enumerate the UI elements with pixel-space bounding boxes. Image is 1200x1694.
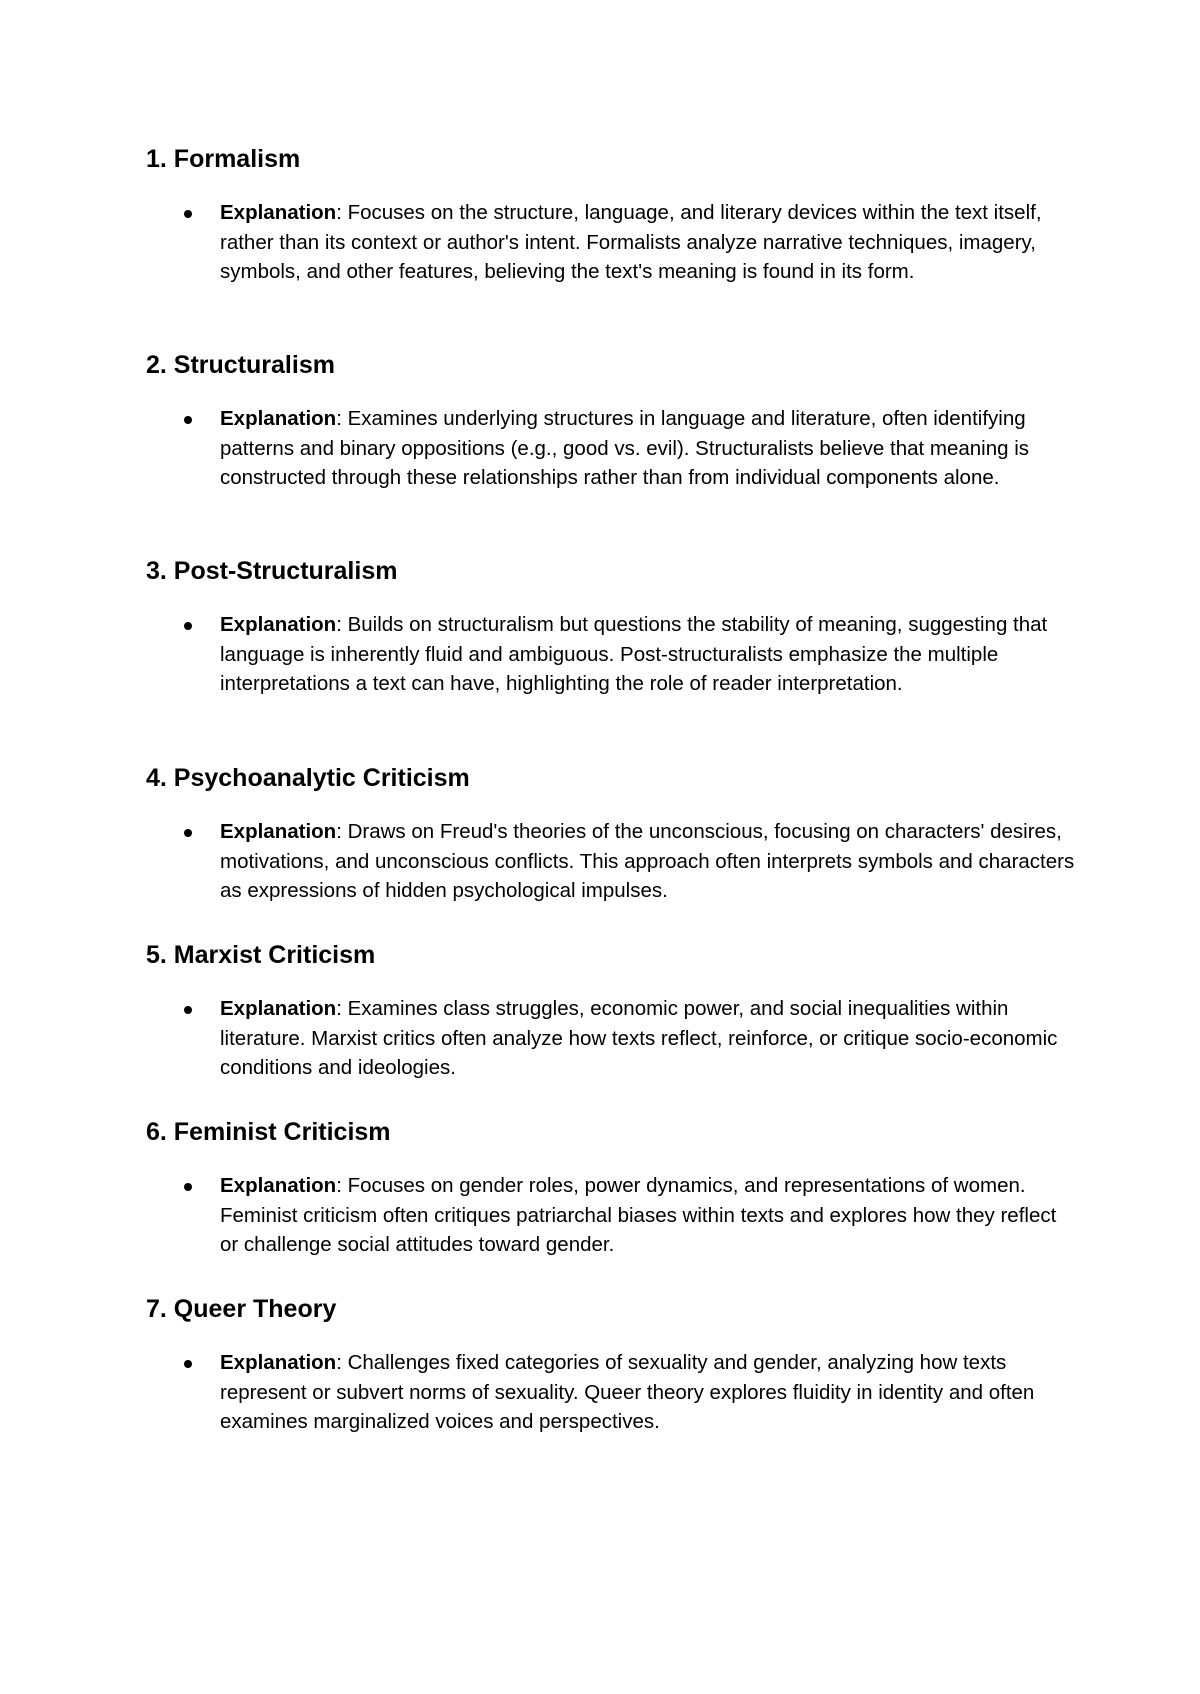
bullet-dot-icon [184,1006,192,1014]
section-queer-theory [146,1294,1076,1437]
bullet-item [146,198,1076,287]
explanation-label: Explanation [220,407,337,430]
explanation-text: : Examines underlying structures in language and literature, often identifying patterns and binary oppositions (e.g., good vs. evil). Structuralists believe that meaning is constructed through these relationships rather than from individual components alone. [220,407,1030,489]
bullet-item [146,404,1076,493]
section-heading: 3. Post-Structuralism [146,557,398,585]
section-psychoanalytic-criticism [146,763,1076,906]
section-heading: 7. Queer Theory [146,1295,337,1323]
section-heading: 4. Psychoanalytic Criticism [146,764,470,792]
bullet-item [146,994,1076,1083]
bullet-item [146,817,1076,906]
bullet-item [146,1171,1076,1260]
explanation-text: : Builds on structuralism but questions the stability of meaning, suggesting that language is inherently fluid and ambiguous. Post-structuralists emphasize the multiple interpretations a text can have, highlighting the role of reader interpretation. [220,613,1048,695]
section-heading: 1. Formalism [146,145,301,173]
explanation-text: : Focuses on gender roles, power dynamics, and representations of women. Feminist criticism often critiques patriarchal biases within texts and explores how they reflect or challenge social attitudes toward gender. [220,1174,1057,1256]
section-marxist-criticism [146,940,1076,1083]
bullet-item [146,1348,1076,1437]
section-feminist-criticism [146,1117,1076,1260]
explanation-text: : Draws on Freud's theories of the unconscious, focusing on characters' desires, motivations, and unconscious conflicts. This approach often interprets symbols and characters as expressions of hidden psychological impulses. [220,820,1075,902]
explanation-label: Explanation [220,1174,337,1197]
bullet-dot-icon [184,210,192,218]
section-post-structuralism [146,556,1076,699]
explanation-label: Explanation [220,201,337,224]
bullet-dot-icon [184,1183,192,1191]
explanation-label: Explanation [220,1351,337,1374]
bullet-dot-icon [184,1360,192,1368]
section-heading: 6. Feminist Criticism [146,1118,391,1146]
bullet-item [146,610,1076,699]
explanation-label: Explanation [220,820,337,843]
bullet-dot-icon [184,416,192,424]
explanation-text: : Examines class struggles, economic power, and social inequalities within literature. Marxist critics often analyze how texts reflect, reinforce, or critique socio-economic conditions and ideologies. [220,997,1058,1079]
bullet-dot-icon [184,622,192,630]
explanation-text: : Challenges fixed categories of sexuality and gender, analyzing how texts represent or subvert norms of sexuality. Queer theory explores fluidity in identity and often examines marginalized voices and perspectives. [220,1351,1035,1433]
section-heading: 2. Structuralism [146,351,335,379]
explanation-label: Explanation [220,613,337,636]
section-heading: 5. Marxist Criticism [146,941,376,969]
explanation-text: : Focuses on the structure, language, and literary devices within the text itself, rather than its context or author's intent. Formalists analyze narrative techniques, imagery, symbols, and other features, believing the text's meaning is found in its form. [220,201,1042,283]
bullet-dot-icon [184,829,192,837]
explanation-label: Explanation [220,997,337,1020]
section-formalism [146,144,1076,287]
section-structuralism [146,350,1076,493]
